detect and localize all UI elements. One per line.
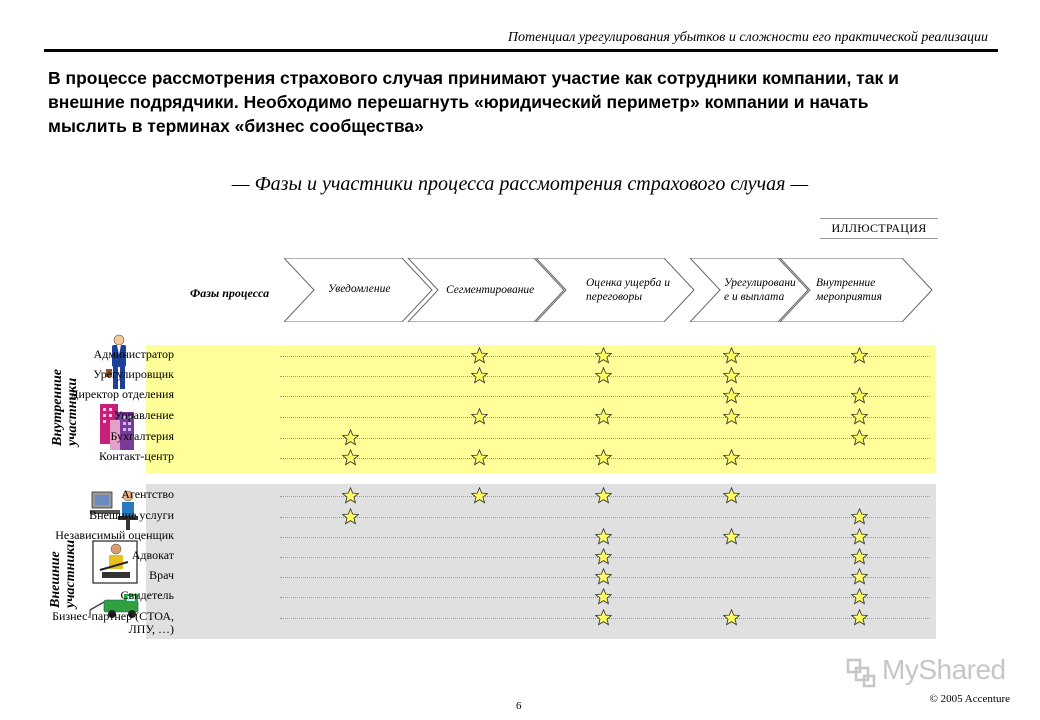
- star-icon: [342, 449, 359, 466]
- role-label: Контакт-центр: [98, 449, 174, 463]
- businessman-icon: [104, 333, 134, 391]
- star-icon: [723, 528, 740, 545]
- page-number: 6: [516, 700, 522, 712]
- role-label: Врач: [149, 568, 174, 582]
- star-icon: [723, 449, 740, 466]
- internal-group-label: [50, 369, 80, 446]
- phase-label-2: Сегментирование: [446, 284, 535, 296]
- role-label: Внешние услуги: [89, 508, 174, 522]
- star-icon: [595, 609, 612, 626]
- role-label: Управление: [113, 408, 174, 422]
- header-rule: [44, 49, 998, 52]
- star-icon: [723, 367, 740, 384]
- star-icon: [723, 387, 740, 404]
- role-label: Свидетель: [120, 588, 174, 602]
- headline: В процессе рассмотрения страхового случая принимают участие как сотрудники компании, так и внешние подрядчики. Необходимо перешагнуть «юридический периметр» компании и начать мыслить в терминах «бизнес сообщества»: [48, 68, 899, 136]
- role-label: Бизнес-партнер (СТОА, ЛПУ, …): [52, 609, 174, 636]
- star-icon: [595, 347, 612, 364]
- star-icon: [851, 387, 868, 404]
- illustration-badge: ИЛЛЮСТРАЦИЯ: [820, 218, 938, 239]
- external-group-label-line2: участники: [63, 539, 78, 608]
- star-icon: [595, 367, 612, 384]
- star-icon: [595, 568, 612, 585]
- star-icon: [851, 429, 868, 446]
- star-icon: [595, 528, 612, 545]
- star-icon: [723, 347, 740, 364]
- role-label: Агентство: [121, 487, 174, 501]
- role-label: Урегулировщик: [93, 367, 174, 381]
- star-icon: [851, 408, 868, 425]
- document-header-title: Потенциал урегулирования убытков и сложности его практической реализации: [507, 30, 988, 45]
- star-icon: [851, 568, 868, 585]
- external-group-label: [48, 540, 78, 608]
- phases-label: Фазы процесса: [190, 286, 270, 300]
- role-label: Директор отделения: [70, 387, 174, 401]
- star-icon: [851, 609, 868, 626]
- star-icon: [342, 487, 359, 504]
- star-icon: [851, 528, 868, 545]
- star-icon: [723, 408, 740, 425]
- driver-icon: [92, 540, 138, 584]
- star-icon: [595, 548, 612, 565]
- star-icon: [723, 609, 740, 626]
- star-icon: [851, 347, 868, 364]
- copyright: © 2005 Accenture: [929, 693, 1010, 705]
- phase-label-3: Оценка ущерба и переговоры: [586, 277, 670, 303]
- star-icon: [471, 408, 488, 425]
- star-icon: [471, 449, 488, 466]
- internal-group-label-line1: Внутренние: [50, 369, 65, 446]
- internal-group-label-line2: участники: [65, 377, 80, 446]
- watermark-text: MyShared: [882, 654, 1006, 685]
- row-leader-line: [280, 438, 930, 439]
- star-icon: [471, 487, 488, 504]
- star-icon: [595, 588, 612, 605]
- row-leader-line: [280, 396, 930, 397]
- row-leader-line: [280, 517, 930, 518]
- star-icon: [595, 408, 612, 425]
- phase-label-4: Урегулировани е и выплата: [724, 277, 796, 303]
- phase-chevrons: [284, 258, 934, 322]
- role-label: Бухгалтерия: [110, 429, 174, 443]
- star-icon: [342, 508, 359, 525]
- phase-label-1: Уведомление: [328, 283, 391, 295]
- phase-label-5: Внутренние мероприятия: [816, 277, 882, 303]
- star-icon: [851, 548, 868, 565]
- star-icon: [851, 588, 868, 605]
- star-icon: [342, 429, 359, 446]
- role-label: Администратор: [93, 347, 174, 361]
- star-icon: [595, 487, 612, 504]
- star-icon: [723, 487, 740, 504]
- star-icon: [595, 449, 612, 466]
- star-icon: [471, 367, 488, 384]
- star-icon: [851, 508, 868, 525]
- watermark-logo-icon: [846, 656, 880, 688]
- role-label: Независимый оценщик: [55, 528, 174, 542]
- external-group-label-line1: Внешние: [48, 551, 63, 608]
- star-icon: [471, 347, 488, 364]
- role-label: Адвокат: [131, 548, 174, 562]
- section-subtitle: — Фазы и участники процесса рассмотрения страхового случая —: [231, 173, 809, 195]
